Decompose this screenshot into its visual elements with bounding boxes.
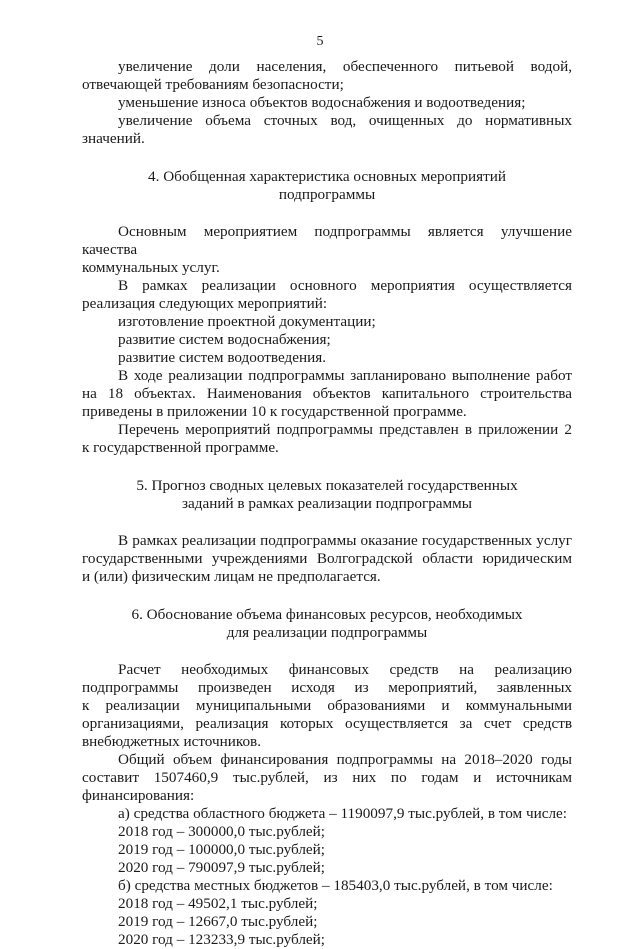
s6-p2-line-3: финансирования: <box>82 787 195 804</box>
intro-line-1: увеличение доли населения, обеспеченного питьевой водой, <box>118 58 572 75</box>
s6-regional-budget: а) средства областного бюджета – 1190097,9 тыс.рублей, в том числе: <box>118 805 567 822</box>
s4-p4-line-2: к государственной программе. <box>82 439 279 456</box>
section-6-heading-line-1: 6. Обоснование объема финансовых ресурсов, необходимых <box>131 606 523 623</box>
s4-p4-line-1: Перечень мероприятий подпрограммы представлен в приложении 2 <box>118 421 572 438</box>
s4-p3-line-1: В ходе реализации подпрограммы запланировано выполнение работ <box>118 367 572 384</box>
s4-p2-line-1: В рамках реализации основного мероприятия осуществляется <box>118 277 572 294</box>
section-5-heading-line-2: заданий в рамках реализации подпрограммы <box>182 495 472 512</box>
section-4-heading-line-1: 4. Обобщенная характеристика основных мероприятий <box>148 168 506 185</box>
s5-p1-line-2: государственными учреждениями Волгоградской области юридическим <box>82 550 572 567</box>
document-body <box>82 58 572 949</box>
s4-list-item-2: развитие систем водоснабжения; <box>118 331 331 348</box>
intro-line-5: значений. <box>82 130 145 147</box>
s5-p1-line-3: и (или) физическим лицам не предполагается. <box>82 568 381 585</box>
s6-local-2018: 2018 год – 49502,1 тыс.рублей; <box>118 895 318 912</box>
section-6-heading-line-2: для реализации подпрограммы <box>226 624 428 641</box>
section-4-heading-line-2: подпрограммы <box>278 186 376 203</box>
s6-p1-line-3: к реализации муниципальными образованиями и коммунальными <box>82 697 572 714</box>
s6-regional-2019: 2019 год – 100000,0 тыс.рублей; <box>118 841 326 858</box>
s6-p1-line-4: организациями, реализация которых осуществляется за счет средств <box>82 715 572 732</box>
s6-regional-2018: 2018 год – 300000,0 тыс.рублей; <box>118 823 326 840</box>
s6-p1-line-1: Расчет необходимых финансовых средств на реализацию <box>118 661 572 678</box>
s6-p1-line-5: внебюджетных источников. <box>82 733 262 750</box>
section-5-heading-line-1: 5. Прогноз сводных целевых показателей государственных <box>136 477 518 494</box>
intro-line-2: отвечающей требованиям безопасности; <box>82 76 344 93</box>
s4-list-item-3: развитие систем водоотведения. <box>118 349 327 366</box>
s4-p2-line-2: реализация следующих мероприятий: <box>82 295 328 312</box>
s6-local-2019: 2019 год – 12667,0 тыс.рублей; <box>118 913 318 930</box>
s6-p2-line-2: составит 1507460,9 тыс.рублей, из них по годам и источникам <box>82 769 572 786</box>
s4-p3-line-2: на 18 объектах. Наименования объектов капитального строительства <box>82 385 572 402</box>
s6-p2-line-1: Общий объем финансирования подпрограммы на 2018–2020 годы <box>118 751 572 768</box>
s6-local-budgets: б) средства местных бюджетов – 185403,0 тыс.рублей, в том числе: <box>118 877 553 894</box>
s4-p3-line-3: приведены в приложении 10 к государственной программе. <box>82 403 467 420</box>
s6-local-2020: 2020 год – 123233,9 тыс.рублей; <box>118 931 326 948</box>
s4-list-item-1: изготовление проектной документации; <box>118 313 376 330</box>
s6-regional-2020: 2020 год – 790097,9 тыс.рублей; <box>118 859 326 876</box>
s4-p1-line-1: Основным мероприятием подпрограммы является улучшение качества <box>82 223 572 258</box>
s4-p1-line-2: коммунальных услуг. <box>82 259 220 276</box>
intro-line-4: увеличение объема сточных вод, очищенных до нормативных <box>118 112 572 129</box>
page-number: 5 <box>316 34 324 49</box>
s5-p1-line-1: В рамках реализации подпрограммы оказание государственных услуг <box>118 532 572 549</box>
s6-p1-line-2: подпрограммы произведен исходя из мероприятий, заявленных <box>82 679 572 696</box>
intro-line-3: уменьшение износа объектов водоснабжения и водоотведения; <box>118 94 526 111</box>
